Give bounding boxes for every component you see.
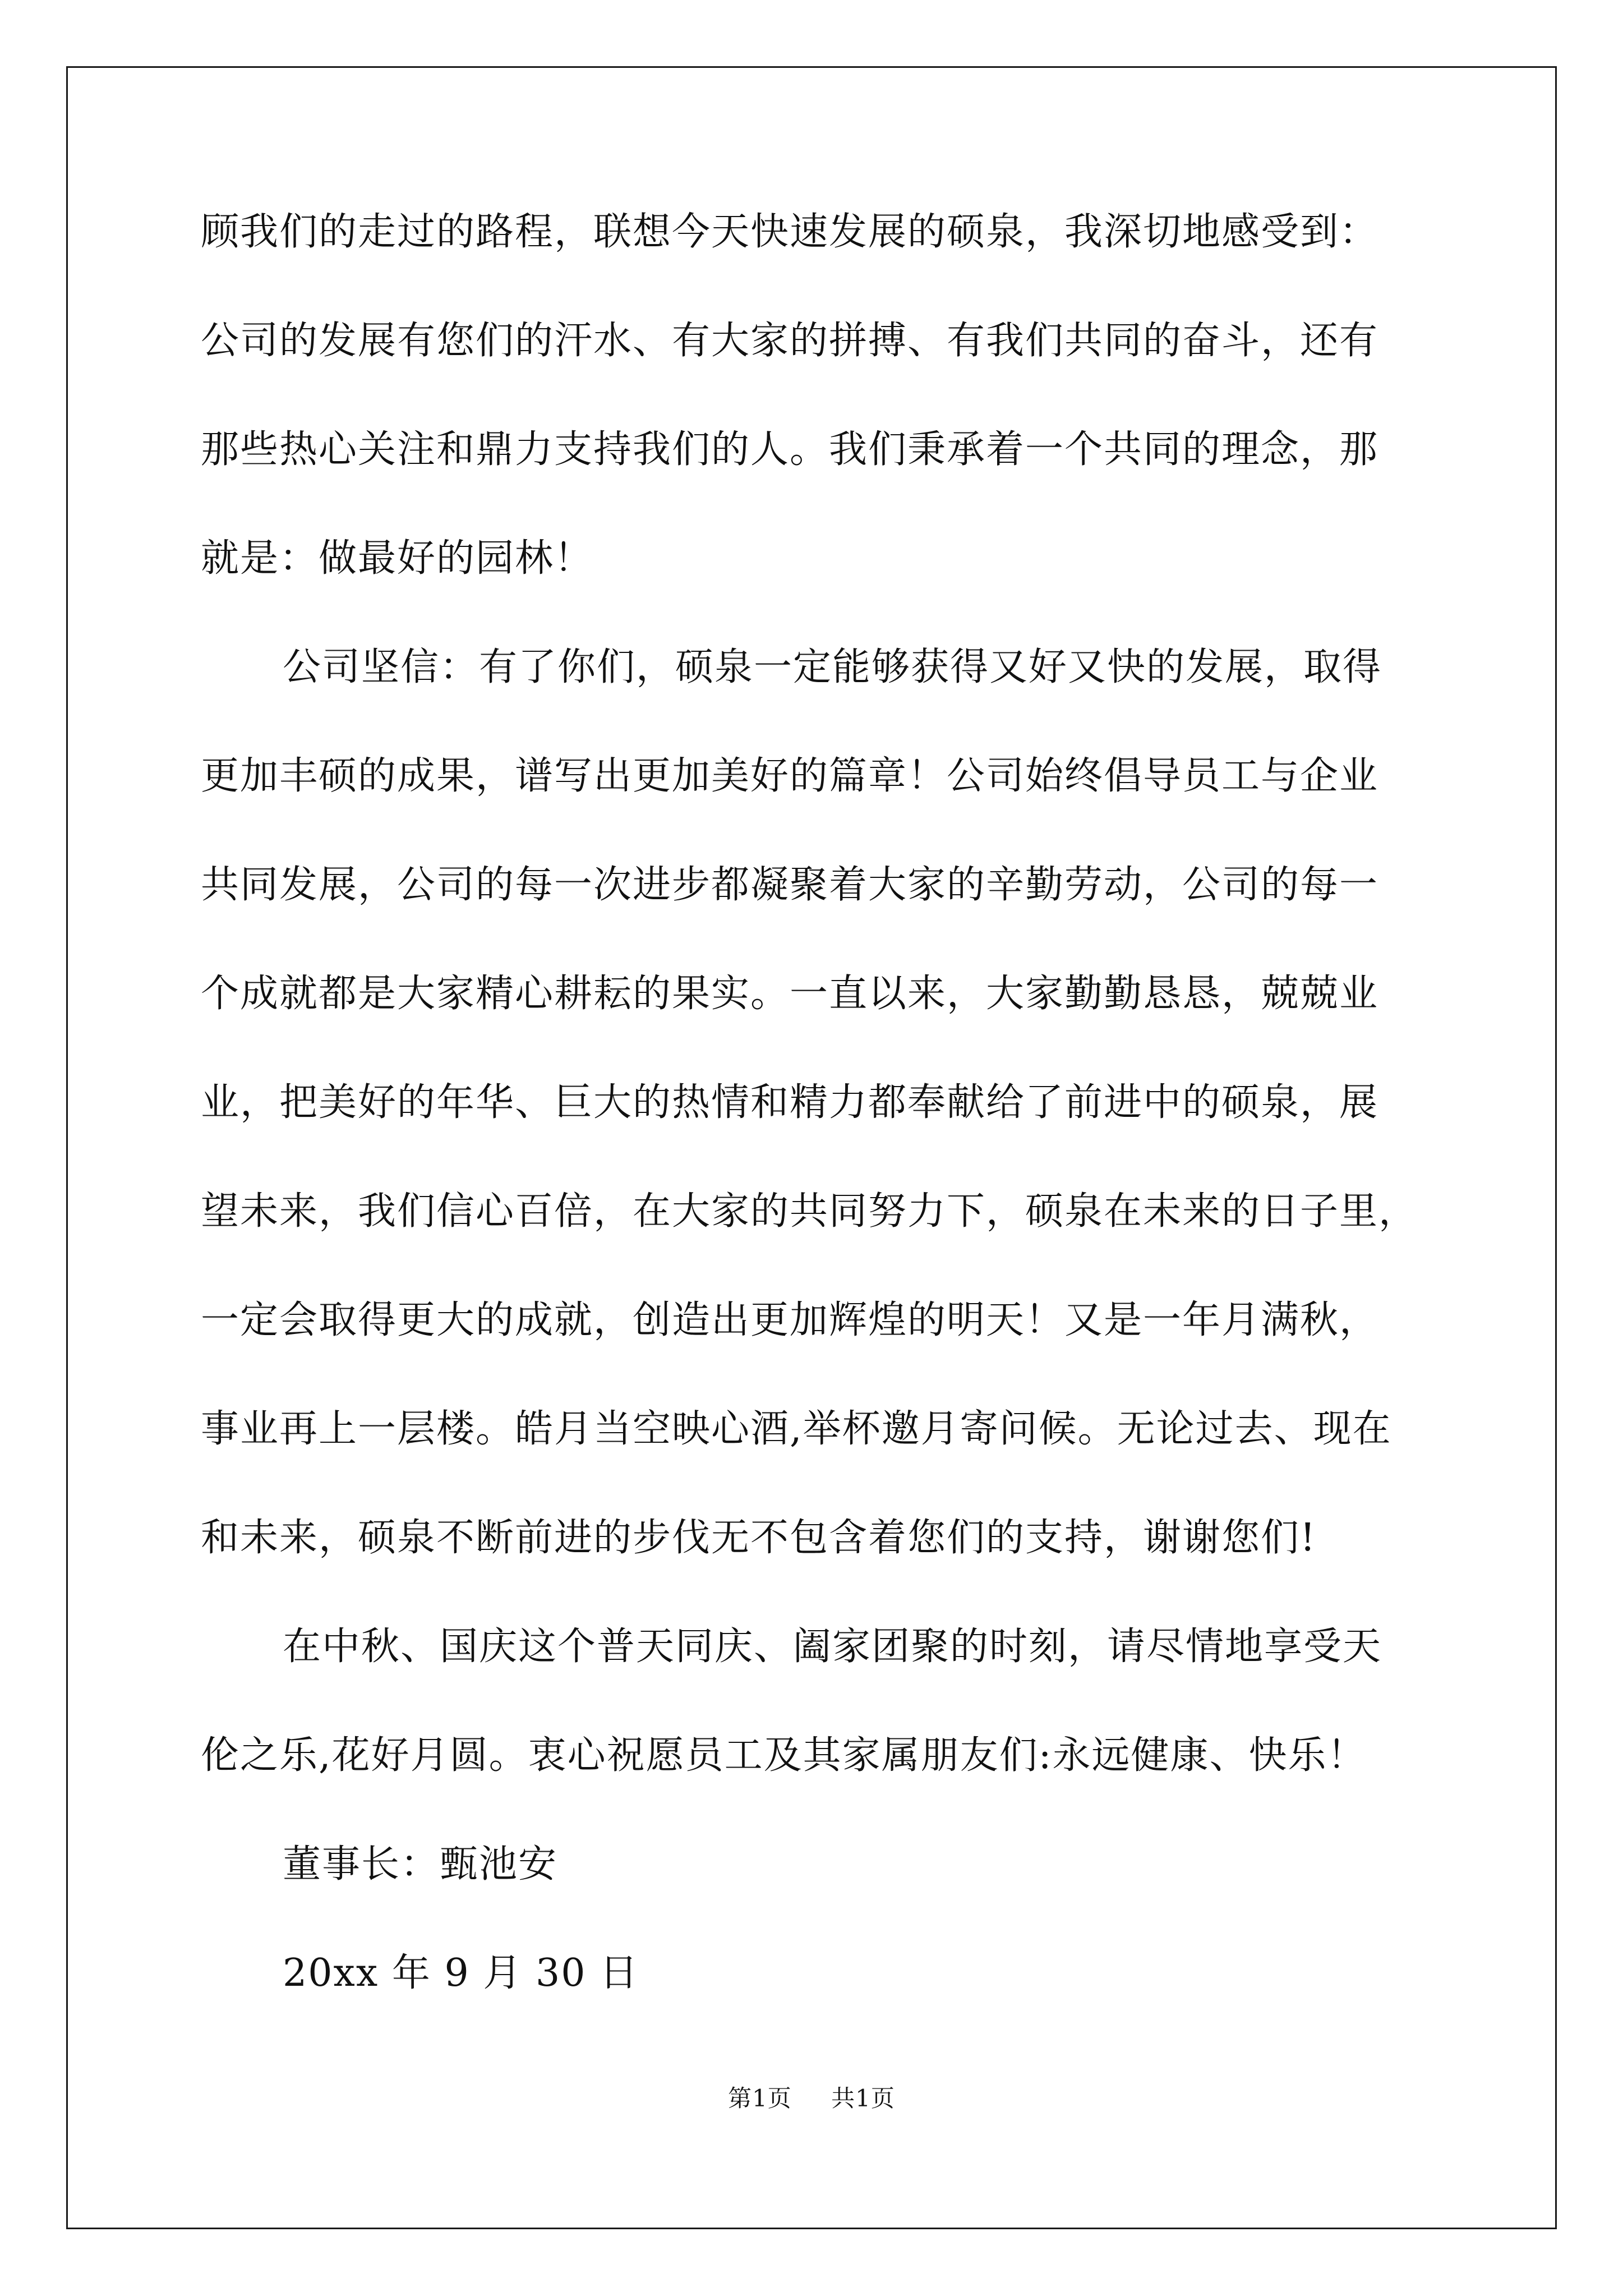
- text-line: 个成就都是大家精心耕耘的果实。一直以来，大家勤勤恳恳，兢兢业: [201, 972, 1379, 1016]
- text-line: 公司坚信：有了你们，硕泉一定能够获得又好又快的发展，取得: [283, 645, 1382, 689]
- date-line: 20xx 年 9 月 30 日: [283, 1951, 639, 1995]
- text-line: 更加丰硕的成果，谱写出更加美好的篇章！公司始终倡导员工与企业: [201, 754, 1379, 798]
- text-line: 和未来，硕泉不断前进的步伐无不包含着您们的支持，谢谢您们!: [201, 1516, 1317, 1560]
- text-line: 共同发展，公司的每一次进步都凝聚着大家的辛勤劳动，公司的每一: [201, 863, 1379, 907]
- total-pages: 共1页: [831, 2085, 895, 2112]
- text-line: 那些热心关注和鼎力支持我们的人。我们秉承着一个共同的理念，那: [201, 427, 1379, 472]
- text-line: 望未来，我们信心百倍，在大家的共同努力下，硕泉在未来的日子里，: [201, 1189, 1418, 1234]
- page-number: 第1页: [728, 2085, 792, 2112]
- text-line: 就是：做最好的园林！: [201, 536, 594, 581]
- letter-body: [201, 210, 1435, 2063]
- text-line: 业，把美好的年华、巨大的热情和精力都奉献给了前进中的硕泉，展: [201, 1080, 1379, 1125]
- text-line: 事业再上一层楼。皓月当空映心酒,举杯邀月寄问候。无论过去、现在: [201, 1407, 1392, 1451]
- text-line: 伦之乐,花好月圆。衷心祝愿员工及其家属朋友们:永远健康、快乐！: [201, 1733, 1367, 1778]
- text-line: 顾我们的走过的路程，联想今天快速发展的硕泉，我深切地感受到：: [201, 210, 1379, 254]
- signature-line: 董事长：甄池安: [283, 1842, 558, 1887]
- page-footer: [0, 2087, 1623, 2110]
- text-line: 在中秋、国庆这个普天同庆、阖家团聚的时刻，请尽情地享受天: [283, 1625, 1382, 1669]
- text-line: 一定会取得更大的成就，创造出更加辉煌的明天！又是一年月满秋，: [201, 1298, 1379, 1342]
- text-line: 公司的发展有您们的汗水、有大家的拼搏、有我们共同的奋斗，还有: [201, 319, 1379, 363]
